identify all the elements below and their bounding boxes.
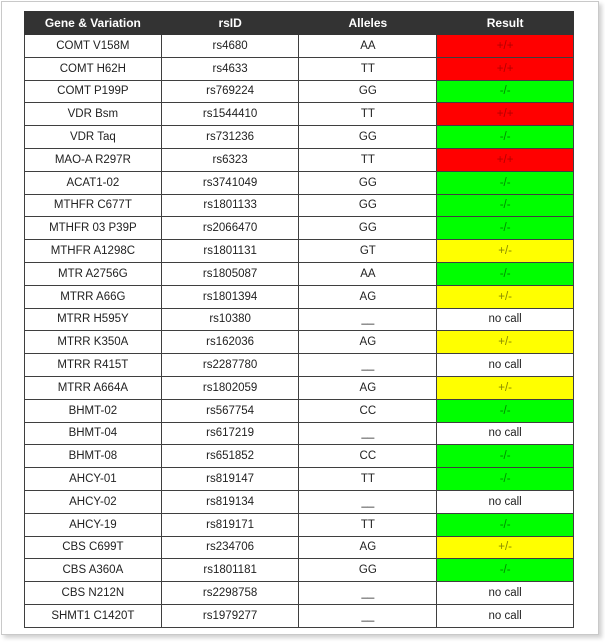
gene-cell: VDR Taq xyxy=(25,126,162,149)
gene-cell: AHCY-19 xyxy=(25,513,162,536)
rsid-cell: rs4633 xyxy=(161,57,299,80)
rsid-cell: rs3741049 xyxy=(161,171,299,194)
gene-cell: AHCY-02 xyxy=(25,490,162,513)
alleles-cell: AG xyxy=(299,331,437,354)
rsid-cell: rs1979277 xyxy=(161,604,299,627)
rsid-cell: rs819171 xyxy=(161,513,299,536)
table-row xyxy=(25,376,574,399)
gene-cell: ACAT1-02 xyxy=(25,171,162,194)
result-cell: -/- xyxy=(437,262,574,285)
alleles-cell: AA xyxy=(299,35,437,58)
table-row xyxy=(25,103,574,126)
alleles-cell: TT xyxy=(299,57,437,80)
result-cell: -/- xyxy=(437,80,574,103)
table-row xyxy=(25,604,574,627)
alleles-cell: CC xyxy=(299,399,437,422)
table-row xyxy=(25,171,574,194)
alleles-cell: TT xyxy=(299,513,437,536)
rsid-cell: rs1805087 xyxy=(161,262,299,285)
table-row xyxy=(25,217,574,240)
result-cell: +/+ xyxy=(437,103,574,126)
alleles-cell: CC xyxy=(299,445,437,468)
alleles-cell: GT xyxy=(299,240,437,263)
alleles-cell: AA xyxy=(299,262,437,285)
alleles-cell: GG xyxy=(299,194,437,217)
rsid-cell: rs6323 xyxy=(161,148,299,171)
result-cell: no call xyxy=(437,308,574,331)
rsid-cell: rs1801181 xyxy=(161,559,299,582)
result-cell: +/- xyxy=(437,331,574,354)
gene-cell: SHMT1 C1420T xyxy=(25,604,162,627)
rsid-cell: rs731236 xyxy=(161,126,299,149)
result-cell: no call xyxy=(437,422,574,445)
result-cell: +/- xyxy=(437,285,574,308)
result-cell: -/- xyxy=(437,217,574,240)
alleles-cell: TT xyxy=(299,468,437,491)
table-row xyxy=(25,35,574,58)
gene-cell: MTRR K350A xyxy=(25,331,162,354)
header-result: Result xyxy=(437,12,574,35)
alleles-cell: GG xyxy=(299,80,437,103)
alleles-cell: GG xyxy=(299,171,437,194)
table-row xyxy=(25,513,574,536)
table-row xyxy=(25,285,574,308)
result-cell: no call xyxy=(437,582,574,605)
gene-cell: CBS C699T xyxy=(25,536,162,559)
rsid-cell: rs1801133 xyxy=(161,194,299,217)
result-cell: +/+ xyxy=(437,57,574,80)
rsid-cell: rs2066470 xyxy=(161,217,299,240)
gene-cell: BHMT-08 xyxy=(25,445,162,468)
rsid-cell: rs617219 xyxy=(161,422,299,445)
rsid-cell: rs1802059 xyxy=(161,376,299,399)
alleles-cell: GG xyxy=(299,126,437,149)
header-gene-variation: Gene & Variation xyxy=(25,12,162,35)
table-row xyxy=(25,308,574,331)
gene-cell: MTRR H595Y xyxy=(25,308,162,331)
rsid-cell: rs651852 xyxy=(161,445,299,468)
rsid-cell: rs2298758 xyxy=(161,582,299,605)
rsid-cell: rs769224 xyxy=(161,80,299,103)
table-row xyxy=(25,582,574,605)
table-row xyxy=(25,490,574,513)
result-cell: -/- xyxy=(437,559,574,582)
result-cell: -/- xyxy=(437,194,574,217)
table-row xyxy=(25,422,574,445)
alleles-cell: AG xyxy=(299,285,437,308)
table-row xyxy=(25,536,574,559)
rsid-cell: rs1801394 xyxy=(161,285,299,308)
result-cell: -/- xyxy=(437,468,574,491)
gene-cell: MTHFR C677T xyxy=(25,194,162,217)
table-row xyxy=(25,57,574,80)
table-row xyxy=(25,194,574,217)
alleles-cell: TT xyxy=(299,103,437,126)
table-row xyxy=(25,240,574,263)
rsid-cell: rs1544410 xyxy=(161,103,299,126)
result-cell: no call xyxy=(437,604,574,627)
table-row xyxy=(25,559,574,582)
alleles-cell: AG xyxy=(299,376,437,399)
alleles-cell: __ xyxy=(299,354,437,377)
rsid-cell: rs1801131 xyxy=(161,240,299,263)
table-row xyxy=(25,80,574,103)
rsid-cell: rs10380 xyxy=(161,308,299,331)
gene-cell: VDR Bsm xyxy=(25,103,162,126)
result-cell: -/- xyxy=(437,399,574,422)
result-cell: +/+ xyxy=(437,35,574,58)
result-cell: -/- xyxy=(437,171,574,194)
gene-cell: MTRR R415T xyxy=(25,354,162,377)
header-rsid: rsID xyxy=(161,12,299,35)
table-row xyxy=(25,262,574,285)
result-cell: -/- xyxy=(437,126,574,149)
rsid-cell: rs567754 xyxy=(161,399,299,422)
gene-cell: COMT H62H xyxy=(25,57,162,80)
alleles-cell: AG xyxy=(299,536,437,559)
alleles-cell: __ xyxy=(299,422,437,445)
gene-cell: COMT P199P xyxy=(25,80,162,103)
result-cell: no call xyxy=(437,354,574,377)
table-row xyxy=(25,399,574,422)
result-cell: +/+ xyxy=(437,148,574,171)
result-cell: -/- xyxy=(437,445,574,468)
rsid-cell: rs4680 xyxy=(161,35,299,58)
table-row xyxy=(25,468,574,491)
gene-cell: MTRR A66G xyxy=(25,285,162,308)
result-cell: +/- xyxy=(437,536,574,559)
alleles-cell: __ xyxy=(299,604,437,627)
result-cell: no call xyxy=(437,490,574,513)
rsid-cell: rs819147 xyxy=(161,468,299,491)
gene-cell: MTRR A664A xyxy=(25,376,162,399)
gene-cell: COMT V158M xyxy=(25,35,162,58)
result-cell: +/- xyxy=(437,240,574,263)
header-alleles: Alleles xyxy=(299,12,437,35)
alleles-cell: TT xyxy=(299,148,437,171)
gene-cell: MTHFR A1298C xyxy=(25,240,162,263)
gene-cell: CBS N212N xyxy=(25,582,162,605)
gene-cell: CBS A360A xyxy=(25,559,162,582)
rsid-cell: rs234706 xyxy=(161,536,299,559)
rsid-cell: rs162036 xyxy=(161,331,299,354)
gene-cell: MTHFR 03 P39P xyxy=(25,217,162,240)
result-cell: -/- xyxy=(437,513,574,536)
rsid-cell: rs2287780 xyxy=(161,354,299,377)
table-header-row xyxy=(25,12,574,35)
table-row xyxy=(25,354,574,377)
gene-cell: BHMT-04 xyxy=(25,422,162,445)
gene-cell: AHCY-01 xyxy=(25,468,162,491)
alleles-cell: GG xyxy=(299,559,437,582)
alleles-cell: __ xyxy=(299,308,437,331)
gene-cell: BHMT-02 xyxy=(25,399,162,422)
screenshot-frame xyxy=(1,1,599,635)
table-row xyxy=(25,331,574,354)
table-row xyxy=(25,148,574,171)
table-row xyxy=(25,126,574,149)
alleles-cell: __ xyxy=(299,582,437,605)
alleles-cell: __ xyxy=(299,490,437,513)
gene-cell: MTR A2756G xyxy=(25,262,162,285)
rsid-cell: rs819134 xyxy=(161,490,299,513)
alleles-cell: GG xyxy=(299,217,437,240)
result-cell: +/- xyxy=(437,376,574,399)
gene-cell: MAO-A R297R xyxy=(25,148,162,171)
gene-variation-table xyxy=(24,11,574,628)
table-row xyxy=(25,445,574,468)
table-body xyxy=(25,35,574,628)
